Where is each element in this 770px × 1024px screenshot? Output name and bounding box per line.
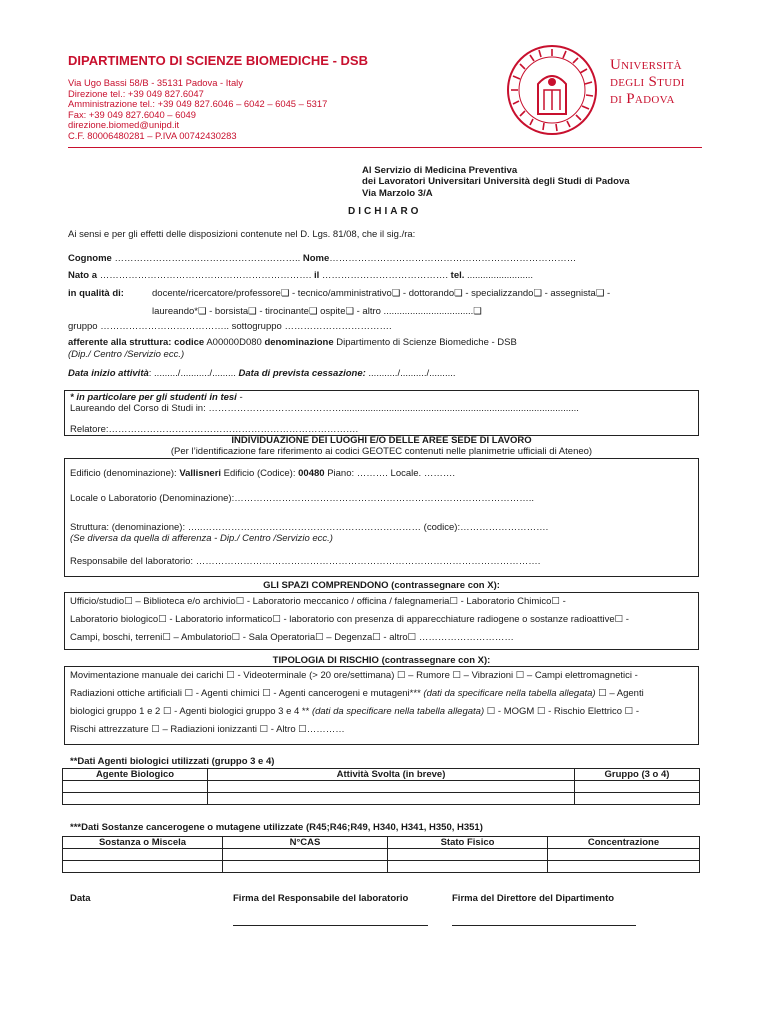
afferente-name: Dipartimento di Scienze Biomediche - DSB	[333, 337, 517, 348]
afferente-row	[68, 337, 517, 348]
nato-label: Nato a	[68, 270, 98, 281]
students-heading-dash: -	[236, 392, 243, 403]
tel-field[interactable]: .........................	[467, 270, 534, 281]
afferente-label: afferente alla struttura: codice	[68, 337, 205, 348]
rischio-text: Radiazioni ottiche artificiali ☐ - Agenti chimici ☐ - Agenti cancerogeni e mutageni***	[70, 688, 424, 699]
qualita-options-line2[interactable]: laureando*❏ - borsista❏ - tirocinante❏ ospite❏ - altro ..................................❏	[152, 306, 482, 317]
bio-table-title: **Dati Agenti biologici utilizzati (gruppo 3 e 4)	[70, 756, 275, 767]
rischio-title: TIPOLOGIA DI RISCHIO (contrassegnare con X):	[272, 655, 491, 666]
university-name-line: di Padova	[610, 91, 675, 107]
cessazione-field[interactable]: .........../........../..........	[365, 368, 456, 379]
university-name-logo	[610, 57, 685, 108]
date-row	[68, 368, 456, 379]
rischio-note: (dati da specificare nella tabella allegata)	[311, 706, 485, 717]
rischio-options-line[interactable]: Movimentazione manuale dei carichi ☐ - Videoterminale (> 20 ore/settimana) ☐ – Rumore ☐ – Vibrazioni ☐ – Campi elettromagnetici -	[70, 670, 638, 681]
dichiaro-heading: DICHIARO	[348, 206, 422, 217]
table-header: Concentrazione	[548, 837, 700, 849]
intro-text: Ai sensi e per gli effetti delle disposizioni contenute nel D. Lgs. 81/08, che il sig./ra:	[68, 229, 416, 240]
edificio-codice-label: Edificio (Codice):	[221, 468, 299, 479]
qualita-label: in qualità di:	[68, 288, 124, 299]
qualita-options-line1[interactable]: docente/ricercatore/professore❏ - tecnico/amministrativo❏ - dottorando❏ - specializzando❏ - assegnista❏ -	[152, 288, 611, 299]
tel-label: tel.	[450, 270, 465, 281]
piano-locale-fields[interactable]: Piano: ………. Locale. ……….	[324, 468, 455, 479]
canc-table-title: ***Dati Sostanze cancerogene o mutagene utilizzate (R45;R46;R49, H340, H341, H350, H351)	[70, 822, 483, 833]
inizio-field[interactable]: : ........./.........../.........	[148, 368, 236, 379]
rischio-text: ☐ – Agenti	[595, 688, 644, 699]
luoghi-title: INDIVIDUAZIONE DEI LUOGHI E/O DELLE AREE SEDE DI LAVORO	[231, 435, 532, 446]
gruppo-field[interactable]: gruppo ………………………………….. sottogruppo …………………………….	[68, 321, 392, 332]
spazi-title: GLI SPAZI COMPRENDONO (contrassegnare con X):	[263, 580, 500, 591]
lab-manager-signature-label: Firma del Responsabile del laboratorio	[233, 893, 409, 904]
rischio-text: ☐ - MOGM ☐ - Rischio Elettrico ☐ -	[484, 706, 639, 717]
relatore-field[interactable]: Relatore:…………………………………………………………………….	[70, 424, 359, 435]
rischio-note: (dati da specificare nella tabella allegata)	[423, 688, 596, 699]
table-cell[interactable]	[63, 861, 223, 873]
table-cell[interactable]	[388, 849, 548, 861]
cognome-row	[68, 253, 576, 264]
table-cell[interactable]	[208, 793, 575, 805]
table-header: Attività Svolta (in breve)	[208, 769, 575, 781]
university-name-line: Università	[610, 57, 682, 73]
table-row	[63, 793, 700, 805]
table-header: N°CAS	[223, 837, 388, 849]
luoghi-subtitle: (Per l’identificazione fare riferimento ai codici GEOTEC contenuti nelle planimetrie ufficiali di Ateneo)	[170, 446, 593, 457]
rischio-options-line[interactable]	[70, 688, 644, 699]
students-heading	[70, 392, 243, 403]
recipient-line: Via Marzolo 3/A	[362, 187, 433, 199]
nome-field[interactable]: ……………………………………………………………………	[329, 253, 577, 264]
recipient-line: Al Servizio di Medicina Preventiva	[362, 165, 518, 176]
phone-admin-line: Amministrazione tel.: +39 049 827.6046 – 6042 – 6045 – 5317	[68, 98, 328, 110]
department-title: DIPARTIMENTO DI SCIENZE BIOMEDICHE - DSB	[68, 53, 368, 68]
department-contacts	[68, 78, 327, 142]
table-cell[interactable]	[548, 861, 700, 873]
il-field[interactable]: ………………………………….	[321, 270, 449, 281]
table-header: Agente Biologico	[63, 769, 208, 781]
afferente-code: A00000D080	[204, 337, 265, 348]
edificio-row	[70, 468, 455, 479]
spazi-options-line[interactable]: Laboratorio biologico☐ - Laboratorio informatico☐ - laboratorio con presenza di apparecchiature radiogene o sostanze radioattive☐ -	[70, 614, 629, 625]
cessazione-label: Data di prevista cessazione:	[238, 368, 366, 379]
rischio-text: biologici gruppo 1 e 2 ☐ - Agenti biologici gruppo 3 e 4 **	[70, 706, 312, 717]
struttura-field[interactable]: Struttura: (denominazione): …..…………………………………………………………… (codice):……………………….	[70, 522, 549, 533]
table-cell[interactable]	[223, 849, 388, 861]
cognome-field[interactable]: …………………………………………………..	[114, 253, 301, 264]
table-cell[interactable]	[63, 849, 223, 861]
university-seal-icon	[506, 44, 598, 136]
university-name-line: degli Studi	[610, 74, 685, 90]
lab-manager-signature-line[interactable]	[233, 925, 428, 926]
spazi-options-line[interactable]: Campi, boschi, terreni☐ – Ambulatorio☐ - Sala Operatoria☐ – Degenza☐ - altro☐ …………………………	[70, 632, 514, 643]
phone-direction-line: Direzione tel.: +39 049 827.6047	[68, 87, 204, 99]
header-divider	[68, 147, 702, 148]
afferente-note: (Dip./ Centro /Servizio ecc.)	[68, 349, 185, 360]
students-heading-text: * in particolare per gli studenti in tesi	[70, 392, 237, 403]
table-row	[63, 861, 700, 873]
corso-field[interactable]: Laureando del Corso di Studi in: ……………………………………..........................................................................................	[70, 403, 579, 414]
edificio-label: Edificio (denominazione):	[70, 468, 180, 479]
rischio-options-line[interactable]	[70, 706, 639, 717]
email-link[interactable]: direzione.biomed@unipd.it	[68, 119, 180, 131]
table-header: Gruppo (3 o 4)	[575, 769, 700, 781]
cognome-label: Cognome	[68, 253, 112, 264]
fax-line: Fax: +39 049 827.6040 – 6049	[68, 108, 196, 120]
denominazione-label: denominazione	[264, 337, 334, 348]
table-cell[interactable]	[575, 781, 700, 793]
table-cell[interactable]	[575, 793, 700, 805]
il-label: il	[313, 270, 320, 281]
address-line: Via Ugo Bassi 58/B - 35131 Padova - Italy	[68, 77, 243, 88]
struttura-note: (Se diversa da quella di afferenza - Dip./ Centro /Servizio ecc.)	[70, 533, 333, 544]
responsabile-field[interactable]: Responsabile del laboratorio: ……………………………………………………………………………………………….	[70, 556, 541, 567]
table-cell[interactable]	[208, 781, 575, 793]
edificio-value: Vallisneri	[179, 468, 222, 479]
table-cell[interactable]	[63, 793, 208, 805]
table-header: Stato Fisico	[388, 837, 548, 849]
nome-label: Nome	[302, 253, 330, 264]
recipient-line: dei Lavoratori Universitari Università degli Studi di Padova	[362, 176, 630, 188]
tax-code-line: C.F. 80006480281 – P.IVA 00742430283	[68, 129, 237, 141]
date-label: Data	[70, 893, 91, 904]
spazi-options-line[interactable]: Ufficio/studio☐ – Biblioteca e/o archivio☐ - Laboratorio meccanico / officina / falegnameria☐ - Laboratorio Chimico☐ -	[70, 596, 566, 607]
edificio-codice-value: 00480	[298, 468, 325, 479]
director-signature-label: Firma del Direttore del Dipartimento	[452, 893, 615, 904]
table-cell[interactable]	[223, 861, 388, 873]
recipient-address	[362, 165, 630, 199]
carcinogens-table	[62, 836, 700, 873]
nascita-row	[68, 270, 533, 281]
locale-field[interactable]: Locale o Laboratorio (Denominazione):…………………………………………………………………………………..	[70, 493, 535, 504]
table-cell[interactable]	[388, 861, 548, 873]
inizio-label: Data inizio attività	[68, 368, 149, 379]
director-signature-line[interactable]	[452, 925, 636, 926]
table-cell[interactable]	[63, 781, 208, 793]
nato-field[interactable]: ………………………………………………………….	[99, 270, 312, 281]
table-header: Sostanza o Miscela	[63, 837, 223, 849]
table-row	[63, 849, 700, 861]
bio-agents-table	[62, 768, 700, 805]
rischio-options-line[interactable]: Rischi attrezzature ☐ – Radiazioni ionizzanti ☐ - Altro ☐…………	[70, 724, 345, 735]
table-cell[interactable]	[548, 849, 700, 861]
table-row	[63, 781, 700, 793]
